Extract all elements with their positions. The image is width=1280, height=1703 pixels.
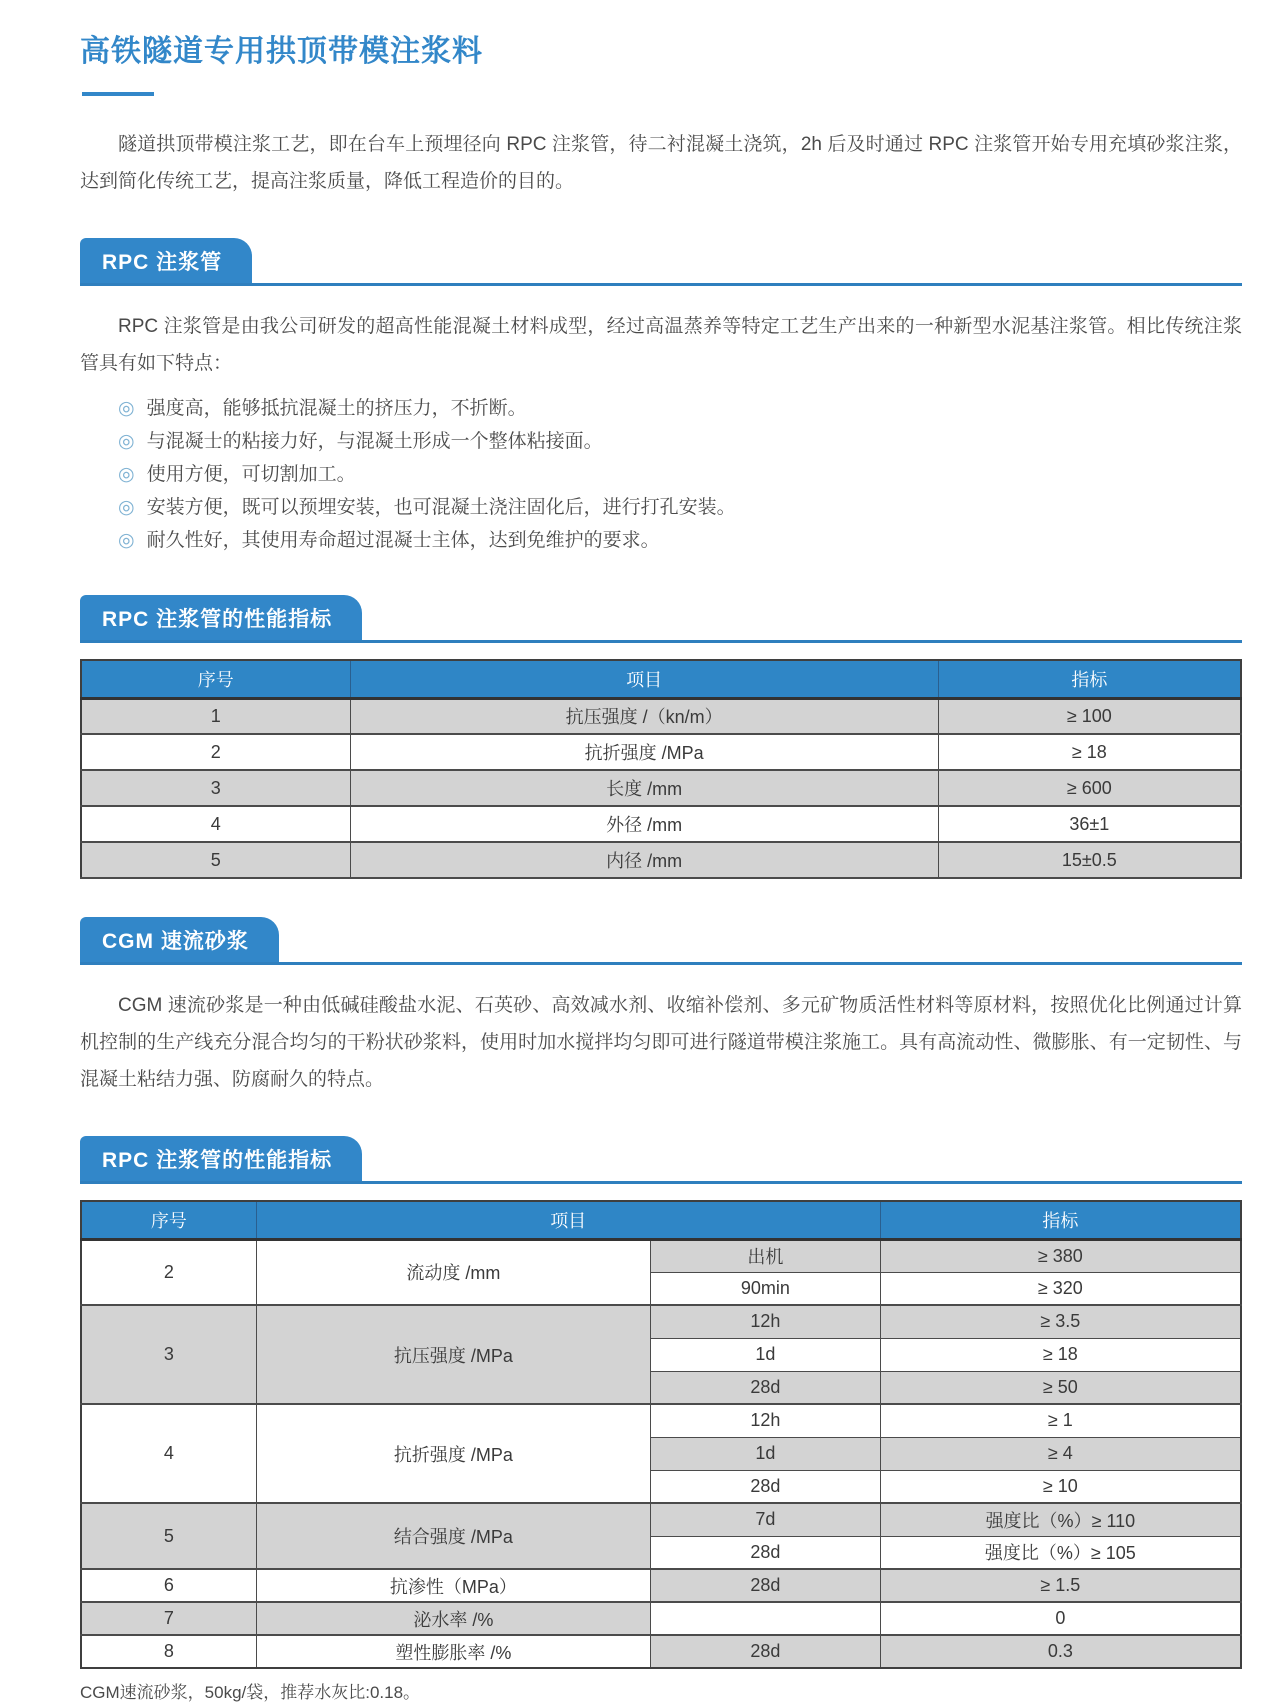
section-header-cgm bbox=[80, 917, 1242, 965]
cell-no: 4 bbox=[81, 1404, 256, 1503]
cell-no: 5 bbox=[81, 1503, 256, 1569]
bullet-text: 安装方便，既可以预埋安装，也可混凝土浇注固化后，进行打孔安装。 bbox=[146, 497, 736, 518]
cell-value: ≥ 18 bbox=[880, 1338, 1241, 1371]
cell-no: 3 bbox=[81, 1305, 256, 1404]
cgm-description: CGM 速流砂浆是一种由低碱硅酸盐水泥、石英砂、高效减水剂、收缩补偿剂、多元矿物质活性材料等原材料，按照优化比例通过计算机控制的生产线充分混合均匀的干粉状砂浆料，使用时加水搅拌均匀即可进行隧道带模注浆施工。具有高流动性、微膨胀、有一定韧性、与混凝土粘结力强、防腐耐久的特点。 bbox=[80, 995, 1242, 1090]
section-tab-label: RPC 注浆管的性能指标 bbox=[80, 595, 362, 640]
cell-condition: 1d bbox=[651, 1437, 881, 1470]
cell-condition: 28d bbox=[651, 1470, 881, 1503]
rpc-table-body bbox=[81, 698, 1241, 878]
footnote: CGM速流砂浆，50kg/袋，推荐水灰比:0.18。 bbox=[80, 1683, 421, 1702]
column-header-value: 指标 bbox=[880, 1201, 1241, 1239]
section-header-rpc-table bbox=[80, 595, 1242, 643]
cell-value: ≥ 600 bbox=[938, 770, 1241, 806]
cell-condition: 12h bbox=[651, 1305, 881, 1338]
section-tab-label: CGM 速流砂浆 bbox=[80, 917, 279, 962]
column-header-item: 项目 bbox=[256, 1201, 880, 1239]
cell-value: 0.3 bbox=[880, 1635, 1241, 1668]
cell-value: ≥ 100 bbox=[938, 698, 1241, 734]
cell-no: 7 bbox=[81, 1602, 256, 1635]
cell-value: ≥ 50 bbox=[880, 1371, 1241, 1404]
bullet-text: 使用方便，可切割加工。 bbox=[146, 464, 356, 485]
cell-condition: 28d bbox=[651, 1569, 881, 1602]
cell-value: 0 bbox=[880, 1602, 1241, 1635]
table-row bbox=[81, 1404, 1241, 1437]
bullet-ring-icon: ◎ bbox=[118, 431, 135, 452]
table-row bbox=[81, 806, 1241, 842]
cell-item: 塑性膨胀率 /% bbox=[256, 1635, 650, 1668]
cell-item: 结合强度 /MPa bbox=[256, 1503, 650, 1569]
cell-item: 泌水率 /% bbox=[256, 1602, 650, 1635]
section-header-rpc-pipe bbox=[80, 238, 1242, 286]
bullet-item bbox=[80, 491, 1242, 524]
table-row bbox=[81, 842, 1241, 878]
bullet-item bbox=[80, 425, 1242, 458]
cell-value: 强度比（%）≥ 105 bbox=[880, 1536, 1241, 1569]
column-header-no: 序号 bbox=[81, 660, 350, 698]
cell-no: 2 bbox=[81, 734, 350, 770]
section-header-cgm-table bbox=[80, 1136, 1242, 1184]
cell-condition: 28d bbox=[651, 1635, 881, 1668]
section-tab-label: RPC 注浆管的性能指标 bbox=[80, 1136, 362, 1181]
bullet-item bbox=[80, 392, 1242, 425]
rpc-performance-table bbox=[80, 659, 1242, 879]
table-row bbox=[81, 1635, 1241, 1668]
column-header-no: 序号 bbox=[81, 1201, 256, 1239]
cell-item: 长度 /mm bbox=[350, 770, 938, 806]
table-row bbox=[81, 770, 1241, 806]
cell-condition: 90min bbox=[651, 1272, 881, 1305]
cell-condition bbox=[651, 1602, 881, 1635]
rpc-pipe-description: RPC 注浆管是由我公司研发的超高性能混凝土材料成型，经过高温蒸养等特定工艺生产出来的一种新型水泥基注浆管。相比传统注浆管具有如下特点： bbox=[80, 316, 1242, 374]
rpc-pipe-bullet-list bbox=[80, 392, 1242, 557]
cell-value: ≥ 18 bbox=[938, 734, 1241, 770]
cell-value: ≥ 1 bbox=[880, 1404, 1241, 1437]
title-underline bbox=[82, 92, 154, 96]
cell-no: 8 bbox=[81, 1635, 256, 1668]
cell-value: ≥ 380 bbox=[880, 1239, 1241, 1272]
table-row bbox=[81, 1569, 1241, 1602]
cell-no: 3 bbox=[81, 770, 350, 806]
cell-condition: 12h bbox=[651, 1404, 881, 1437]
cell-value: ≥ 4 bbox=[880, 1437, 1241, 1470]
bullet-ring-icon: ◎ bbox=[118, 464, 135, 485]
cell-condition: 28d bbox=[651, 1536, 881, 1569]
bullet-item bbox=[80, 524, 1242, 557]
cell-value: ≥ 320 bbox=[880, 1272, 1241, 1305]
bullet-item bbox=[80, 458, 1242, 491]
table-row bbox=[81, 734, 1241, 770]
cell-item: 抗折强度 /MPa bbox=[256, 1404, 650, 1503]
cell-condition: 28d bbox=[651, 1371, 881, 1404]
bullet-ring-icon: ◎ bbox=[118, 530, 135, 551]
bullet-text: 耐久性好，其使用寿命超过混凝士主体，达到免维护的要求。 bbox=[146, 530, 660, 551]
cell-item: 内径 /mm bbox=[350, 842, 938, 878]
cell-no: 2 bbox=[81, 1239, 256, 1305]
cell-condition: 1d bbox=[651, 1338, 881, 1371]
cell-value: 36±1 bbox=[938, 806, 1241, 842]
table-row bbox=[81, 1503, 1241, 1536]
table-row bbox=[81, 698, 1241, 734]
bullet-text: 与混凝士的粘接力好，与混凝土形成一个整体粘接面。 bbox=[146, 431, 603, 452]
table-header-row bbox=[81, 660, 1241, 698]
intro-paragraph: 隧道拱顶带模注浆工艺，即在台车上预埋径向 RPC 注浆管，待二衬混凝土浇筑，2h 后及时通过 RPC 注浆管开始专用充填砂浆注浆，达到简化传统工艺，提高注浆质量，降低工程造价的目的。 bbox=[80, 134, 1242, 192]
column-header-value: 指标 bbox=[938, 660, 1241, 698]
cell-no: 6 bbox=[81, 1569, 256, 1602]
column-header-item: 项目 bbox=[350, 660, 938, 698]
table-row bbox=[81, 1305, 1241, 1338]
cell-item: 抗压强度 /MPa bbox=[256, 1305, 650, 1404]
section-tab-label: RPC 注浆管 bbox=[80, 238, 252, 283]
table-row bbox=[81, 1602, 1241, 1635]
table-row bbox=[81, 1239, 1241, 1272]
cgm-table-body bbox=[81, 1239, 1241, 1668]
table-header-row bbox=[81, 1201, 1241, 1239]
cell-no: 5 bbox=[81, 842, 350, 878]
cell-value: 15±0.5 bbox=[938, 842, 1241, 878]
cell-value: ≥ 1.5 bbox=[880, 1569, 1241, 1602]
cell-item: 外径 /mm bbox=[350, 806, 938, 842]
cell-item: 抗渗性（MPa） bbox=[256, 1569, 650, 1602]
cell-condition: 7d bbox=[651, 1503, 881, 1536]
bullet-ring-icon: ◎ bbox=[118, 497, 135, 518]
cell-item: 抗压强度 /（kn/m） bbox=[350, 698, 938, 734]
cell-value: ≥ 3.5 bbox=[880, 1305, 1241, 1338]
cell-item: 抗折强度 /MPa bbox=[350, 734, 938, 770]
cell-condition: 出机 bbox=[651, 1239, 881, 1272]
cgm-performance-table bbox=[80, 1200, 1242, 1669]
page-title: 高铁隧道专用拱顶带模注浆料 bbox=[80, 35, 483, 68]
bullet-text: 强度高，能够抵抗混凝土的挤压力，不折断。 bbox=[146, 398, 527, 419]
cell-no: 4 bbox=[81, 806, 350, 842]
cell-no: 1 bbox=[81, 698, 350, 734]
bullet-ring-icon: ◎ bbox=[118, 398, 135, 419]
cell-value: 强度比（%）≥ 110 bbox=[880, 1503, 1241, 1536]
cell-value: ≥ 10 bbox=[880, 1470, 1241, 1503]
cell-item: 流动度 /mm bbox=[256, 1239, 650, 1305]
